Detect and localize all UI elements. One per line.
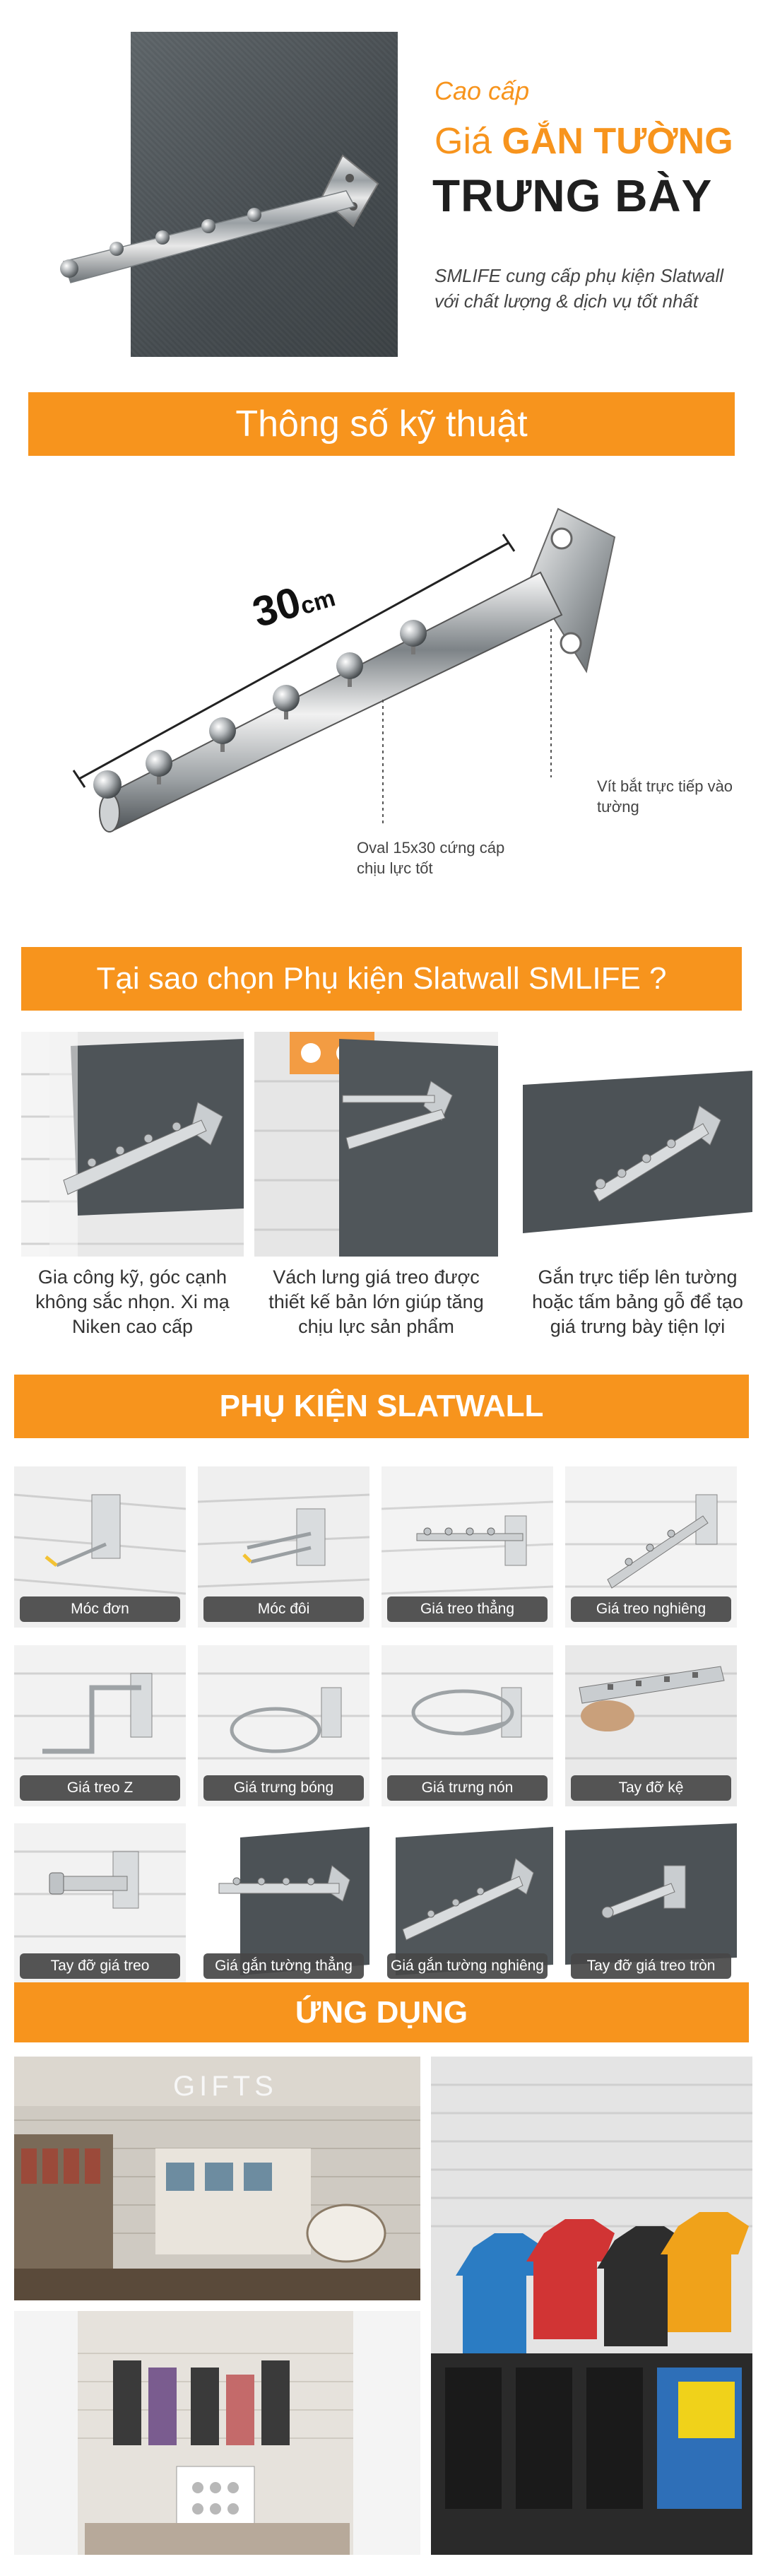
why-caption-1: Gia công kỹ, góc cạnh không sắc nhọn. Xi mạ Niken cao cấp: [35, 1266, 230, 1337]
accessories-banner: PHỤ KIỆN SLATWALL: [14, 1375, 749, 1438]
accessory-tile-gia-treo-thang[interactable]: [382, 1466, 553, 1628]
accessory-label-moc-doi: Móc đôi: [203, 1596, 364, 1622]
accessory-label-gia-trung-bong: Giá trưng bóng: [203, 1775, 364, 1801]
accessory-tile-gia-treo-nghieng[interactable]: [565, 1466, 737, 1628]
hero-product-image: [49, 141, 403, 325]
why-caption-2: Vách lưng giá treo được thiết kế bản lớn giúp tăng chịu lực sản phẩm: [268, 1266, 484, 1337]
why-image-1: [21, 1032, 244, 1257]
accessory-tile-moc-doi[interactable]: [198, 1466, 369, 1628]
hero-description: SMLIFE cung cấp phụ kiện Slatwall với chất lượng & dịch vụ tốt nhất: [434, 265, 723, 312]
why-image-3: [523, 1032, 752, 1257]
accessory-label-gia-treo-nghieng: Giá treo nghiêng: [571, 1596, 731, 1622]
accessory-tile-gia-trung-bong[interactable]: [198, 1645, 369, 1806]
accessory-label-gia-gan-tuong-nghieng: Giá gắn tường nghiêng: [387, 1953, 548, 1979]
accessory-tile-gia-treo-z[interactable]: [14, 1645, 186, 1806]
application-banner: ỨNG DỤNG: [14, 1982, 749, 2042]
accessory-label-tay-do-ke: Tay đỡ kệ: [571, 1775, 731, 1801]
accessory-tile-gia-gan-tuong-thang[interactable]: [198, 1823, 369, 1984]
why-banner: Tại sao chọn Phụ kiện Slatwall SMLIFE ?: [21, 947, 742, 1011]
hero-title-line1: [434, 120, 733, 163]
application-photo-boutique: [14, 2311, 420, 2555]
hero-title-line2: TRƯNG BÀY: [432, 170, 713, 221]
accessory-label-moc-don: Móc đơn: [20, 1596, 180, 1622]
spec-length-unit: cm: [297, 584, 338, 621]
accessory-tile-tay-do-gia-treo[interactable]: [14, 1823, 186, 1984]
accessory-label-tay-do-gia-treo-tron: Tay đỡ giá treo tròn: [571, 1953, 731, 1979]
spec-banner: Thông số kỹ thuật: [28, 392, 735, 456]
spec-callout-screw: Vít bắt trực tiếp vào tường: [597, 777, 733, 816]
accessory-label-gia-trung-non: Giá trưng nón: [387, 1775, 548, 1801]
application-photo-sportswear: [431, 2057, 752, 2555]
application-store-sign: GIFTS: [173, 2071, 278, 2102]
accessory-tile-gia-gan-tuong-nghieng[interactable]: [382, 1823, 553, 1984]
accessory-tile-moc-don[interactable]: [14, 1466, 186, 1628]
accessory-tile-tay-do-ke[interactable]: [565, 1645, 737, 1806]
accessory-label-tay-do-gia-treo: Tay đỡ giá treo: [20, 1953, 180, 1979]
hero-title-bold: GẮN TƯỜNG: [502, 121, 733, 162]
why-caption-3: Gắn trực tiếp lên tường hoặc tấm bảng gỗ để tạo giá trưng bày tiện lợi: [532, 1266, 743, 1337]
accessory-tile-gia-trung-non[interactable]: [382, 1645, 553, 1806]
why-image-2: [254, 1032, 498, 1257]
spec-callout-oval: Oval 15x30 cứng cáp chịu lực tốt: [357, 839, 505, 877]
spec-length-value: 30: [247, 577, 306, 637]
accessory-label-gia-gan-tuong-thang: Giá gắn tường thẳng: [203, 1953, 364, 1979]
accessory-tile-tay-do-gia-treo-tron[interactable]: [565, 1823, 737, 1984]
accessory-label-gia-treo-thang: Giá treo thẳng: [387, 1596, 548, 1622]
hero-title-prefix: Giá: [434, 121, 502, 162]
hero-eyebrow: Cao cấp: [434, 76, 530, 105]
application-photo-gift-store: [14, 2057, 420, 2300]
accessory-label-gia-treo-z: Giá treo Z: [20, 1775, 180, 1801]
